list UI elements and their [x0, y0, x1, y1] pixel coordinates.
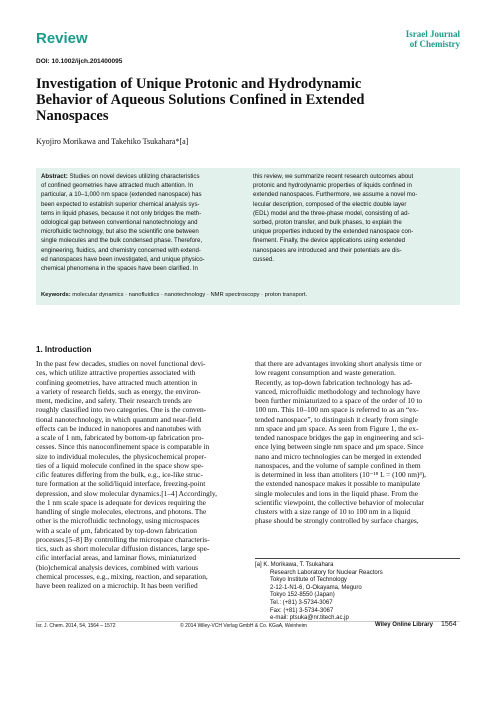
abstract-line: finement. Finally, the device applications using extended [253, 237, 405, 245]
body-line: the 1 nm scale space is adequate for devices requiring the [36, 497, 206, 507]
abstract-line: protonic and hydrodynamic properties of liquids confined in [253, 182, 412, 190]
abstract-line: cussed. [253, 255, 275, 263]
body-line: ment, medicine, and safety. Their research trends are [36, 396, 192, 405]
body-line: confining geometries, have attracted much attention in [36, 377, 198, 387]
abstract-right-column [253, 172, 456, 264]
title-line: Nanospaces [36, 108, 109, 124]
body-right-column [255, 359, 460, 526]
abstract-line: microfluidic technology, but also the scientific one between [41, 228, 199, 236]
body-line: is determined in less than attoliters (10⁻¹⁸ L = (100 nm)³), [255, 470, 426, 479]
body-line: a scale of 1 nm, fabricated by bottom-up fabrication pro- [36, 433, 204, 442]
body-line: nano and micro technologies can be merged in extended [255, 451, 422, 461]
body-line: tional nanotechnology, in which quantum and near-field [36, 414, 202, 424]
abstract-line: of confined geometries have attracted much attention. In [41, 182, 194, 190]
body-line: (bio)chemical analysis devices, combined with various [36, 562, 199, 572]
affiliation-line: Tel.: (+81) 3-5734-3067 [270, 599, 333, 606]
affiliation-divider [255, 558, 460, 559]
body-line: nm space and μm space. As seen from Figure 1, the ex- [255, 423, 419, 433]
keywords-label: Keywords: [41, 292, 71, 298]
abstract-line: single molecules and the bulk condensed phase. Therefore, [41, 237, 203, 245]
footer-library-link[interactable]: Wiley Online Library [375, 622, 433, 628]
body-line: tended nanospace”, to distinguish it clearly from single [255, 414, 418, 424]
affiliation-line: Tokyo Institute of Technology [270, 577, 347, 584]
body-line: effects can be induced in nanopores and nanotubes with [36, 423, 201, 433]
body-line: tics, such as short molecular diffusion distances, large spe- [36, 544, 210, 553]
article-title [36, 76, 466, 124]
body-line: ties of a liquid molecule confined in the space show spe- [36, 460, 204, 470]
journal-name-line: of Chemistry [409, 39, 460, 49]
body-line: other is the microfluidic technology, using microspaces [36, 516, 200, 526]
page-number: 1564 [441, 621, 457, 628]
body-line: chemical processes, e.g., mixing, reaction, and separation, [36, 571, 208, 581]
affiliation-line: Fax: (+81) 3-5734-3067 [270, 607, 334, 614]
abstract-line: ed nanospaces have been investigated, and unique physico- [41, 255, 205, 263]
section-heading: 1. Introduction [36, 345, 92, 354]
abstract-line: chemical phenomena in the spaces have been clarified. In [41, 265, 198, 273]
abstract-line-text: Studies on novel devices utilizing characteristics [67, 173, 200, 180]
abstract-line: odological gap between conventional nanotechnology and [41, 219, 198, 227]
body-line: In the past few decades, studies on novel functional devi- [36, 359, 206, 368]
body-line: the extended nanospace makes it possible to manipulate [255, 479, 421, 489]
abstract-line: sorbed, proton transfer, and bulk phases, to explain the [253, 219, 402, 227]
affiliation-line: Tokyo 152-8550 (Japan) [270, 592, 335, 599]
abstract-line: extended nanospaces. Furthermore, we assume a novel mo- [253, 191, 418, 199]
body-left-column [36, 359, 241, 590]
journal-name [406, 29, 460, 49]
body-line: ture formation at the solid/liquid interface, freezing-point [36, 479, 206, 489]
abstract-line [41, 172, 244, 181]
abstract-line: engineering, fluidics, and chemistry concerned with extend- [41, 246, 201, 254]
body-line: Recently, as top-down fabrication technology has ad- [255, 377, 413, 387]
body-line: low reagent consumption and waste generation. [255, 368, 396, 378]
body-line: cific features differing from the bulk, e.g., ice-like struc- [36, 470, 203, 479]
authors: Kyojiro Morikawa and Takehiko Tsukahara*[a] [36, 137, 189, 146]
body-line: with a scale of μm, fabricated by top-down fabrication [36, 525, 197, 535]
affiliation-line: Research Laboratory for Nuclear Reactors [270, 569, 383, 576]
body-line: have been realized on a microchip. It has been verified [36, 581, 198, 590]
body-line: cific interfacial areas, and laminar flows, miniaturized [36, 553, 197, 563]
body-line: roughly classified into two categories. One is the conven- [36, 405, 207, 415]
abstract-line: been expected to establish superior chemical analysis sys- [41, 200, 200, 208]
abstract-line: unique properties induced by the extended nanospace con- [253, 228, 414, 236]
body-line: been further miniaturized to a space of the order of 10 to [255, 396, 423, 405]
journal-name-line: Israel Journal [405, 29, 460, 39]
abstract-left-column [41, 172, 244, 273]
body-line: vanced, microfluidic methodology and technology have [255, 386, 421, 396]
keywords-list: molecular dynamics · nanofluidics · nanotechnology · NMR spectroscopy · proton transport. [70, 292, 308, 298]
affiliation-email[interactable]: e-mail: ptsuka@nr.titech.ac.jp [270, 615, 349, 622]
body-line: size to individual molecules, the physicochemical proper- [36, 451, 207, 461]
body-line: scientific viewpoint, the collective behavior of molecular [255, 497, 424, 507]
body-line: a variety of research fields, such as energy, the environ- [36, 386, 201, 396]
body-line: 100 nm. This 10–100 nm space is referred to as an “ex- [255, 405, 419, 415]
body-line: ces, which utilize attractive properties associated with [36, 368, 196, 378]
doi[interactable]: DOI: 10.1002/ijch.201400095 [36, 58, 123, 65]
body-line: handling of single molecules, electrons, and photons. The [36, 507, 207, 516]
title-line: Behavior of Aqueous Solutions Confined in Extended [36, 92, 365, 108]
affiliation-line: 2-12-1-N1-6, O-Okayama, Meguro [270, 584, 362, 591]
body-line: ence lying between single nm space and μm space. Since [255, 442, 424, 452]
title-line: Investigation of Unique Protonic and Hydrodynamic [36, 76, 362, 92]
body-line: that there are advantages invoking short analysis time or [255, 359, 422, 368]
body-line: cesses. Since this nanoconfinement space is comparable in [36, 442, 210, 452]
footer-citation: Isr. J. Chem. 2014, 54, 1564 – 1572 [36, 623, 116, 629]
section-label: Review [36, 30, 88, 47]
body-line: tended nanospace bridges the gap in engineering and sci- [255, 433, 424, 442]
abstract-line: tems in liquid phases, because it not only bridges the meth- [41, 209, 202, 217]
body-line: single molecules and ions in the liquid phase. From the [255, 488, 418, 498]
abstract-line: particular, a 10–1,000 nm space (extended nanospace) has [41, 191, 202, 199]
body-line: clusters with a size range of 10 to 100 nm in a liquid [255, 507, 411, 516]
footer-copyright: © 2014 Wiley-VCH Verlag GmbH & Co. KGaA, Weinheim [180, 623, 307, 629]
abstract-line: (EDL) model and the three-phase model, consisting of ad- [253, 209, 410, 217]
body-line: processes.[5–8] By controlling the microspace characteris- [36, 534, 210, 544]
affiliation-line: [a] K. Morikawa, T. Tsukahara [255, 562, 334, 568]
affiliation [255, 562, 383, 623]
body-line: phase should be strongly controlled by surface charges, [255, 516, 419, 526]
abstract-line: lecular description, composed of the electric double layer [253, 200, 407, 208]
body-line: nanospaces, and the volume of sample confined in them [255, 460, 421, 470]
abstract-label: Abstract: [41, 173, 68, 180]
abstract-line: nanospaces are introduced and their potentials are dis- [253, 246, 402, 254]
abstract-line: this review, we summarize recent research outcomes about [253, 173, 414, 180]
keywords [41, 292, 307, 298]
body-line: depression, and slow molecular dynamics.[1–4] Accordingly, [36, 488, 217, 498]
